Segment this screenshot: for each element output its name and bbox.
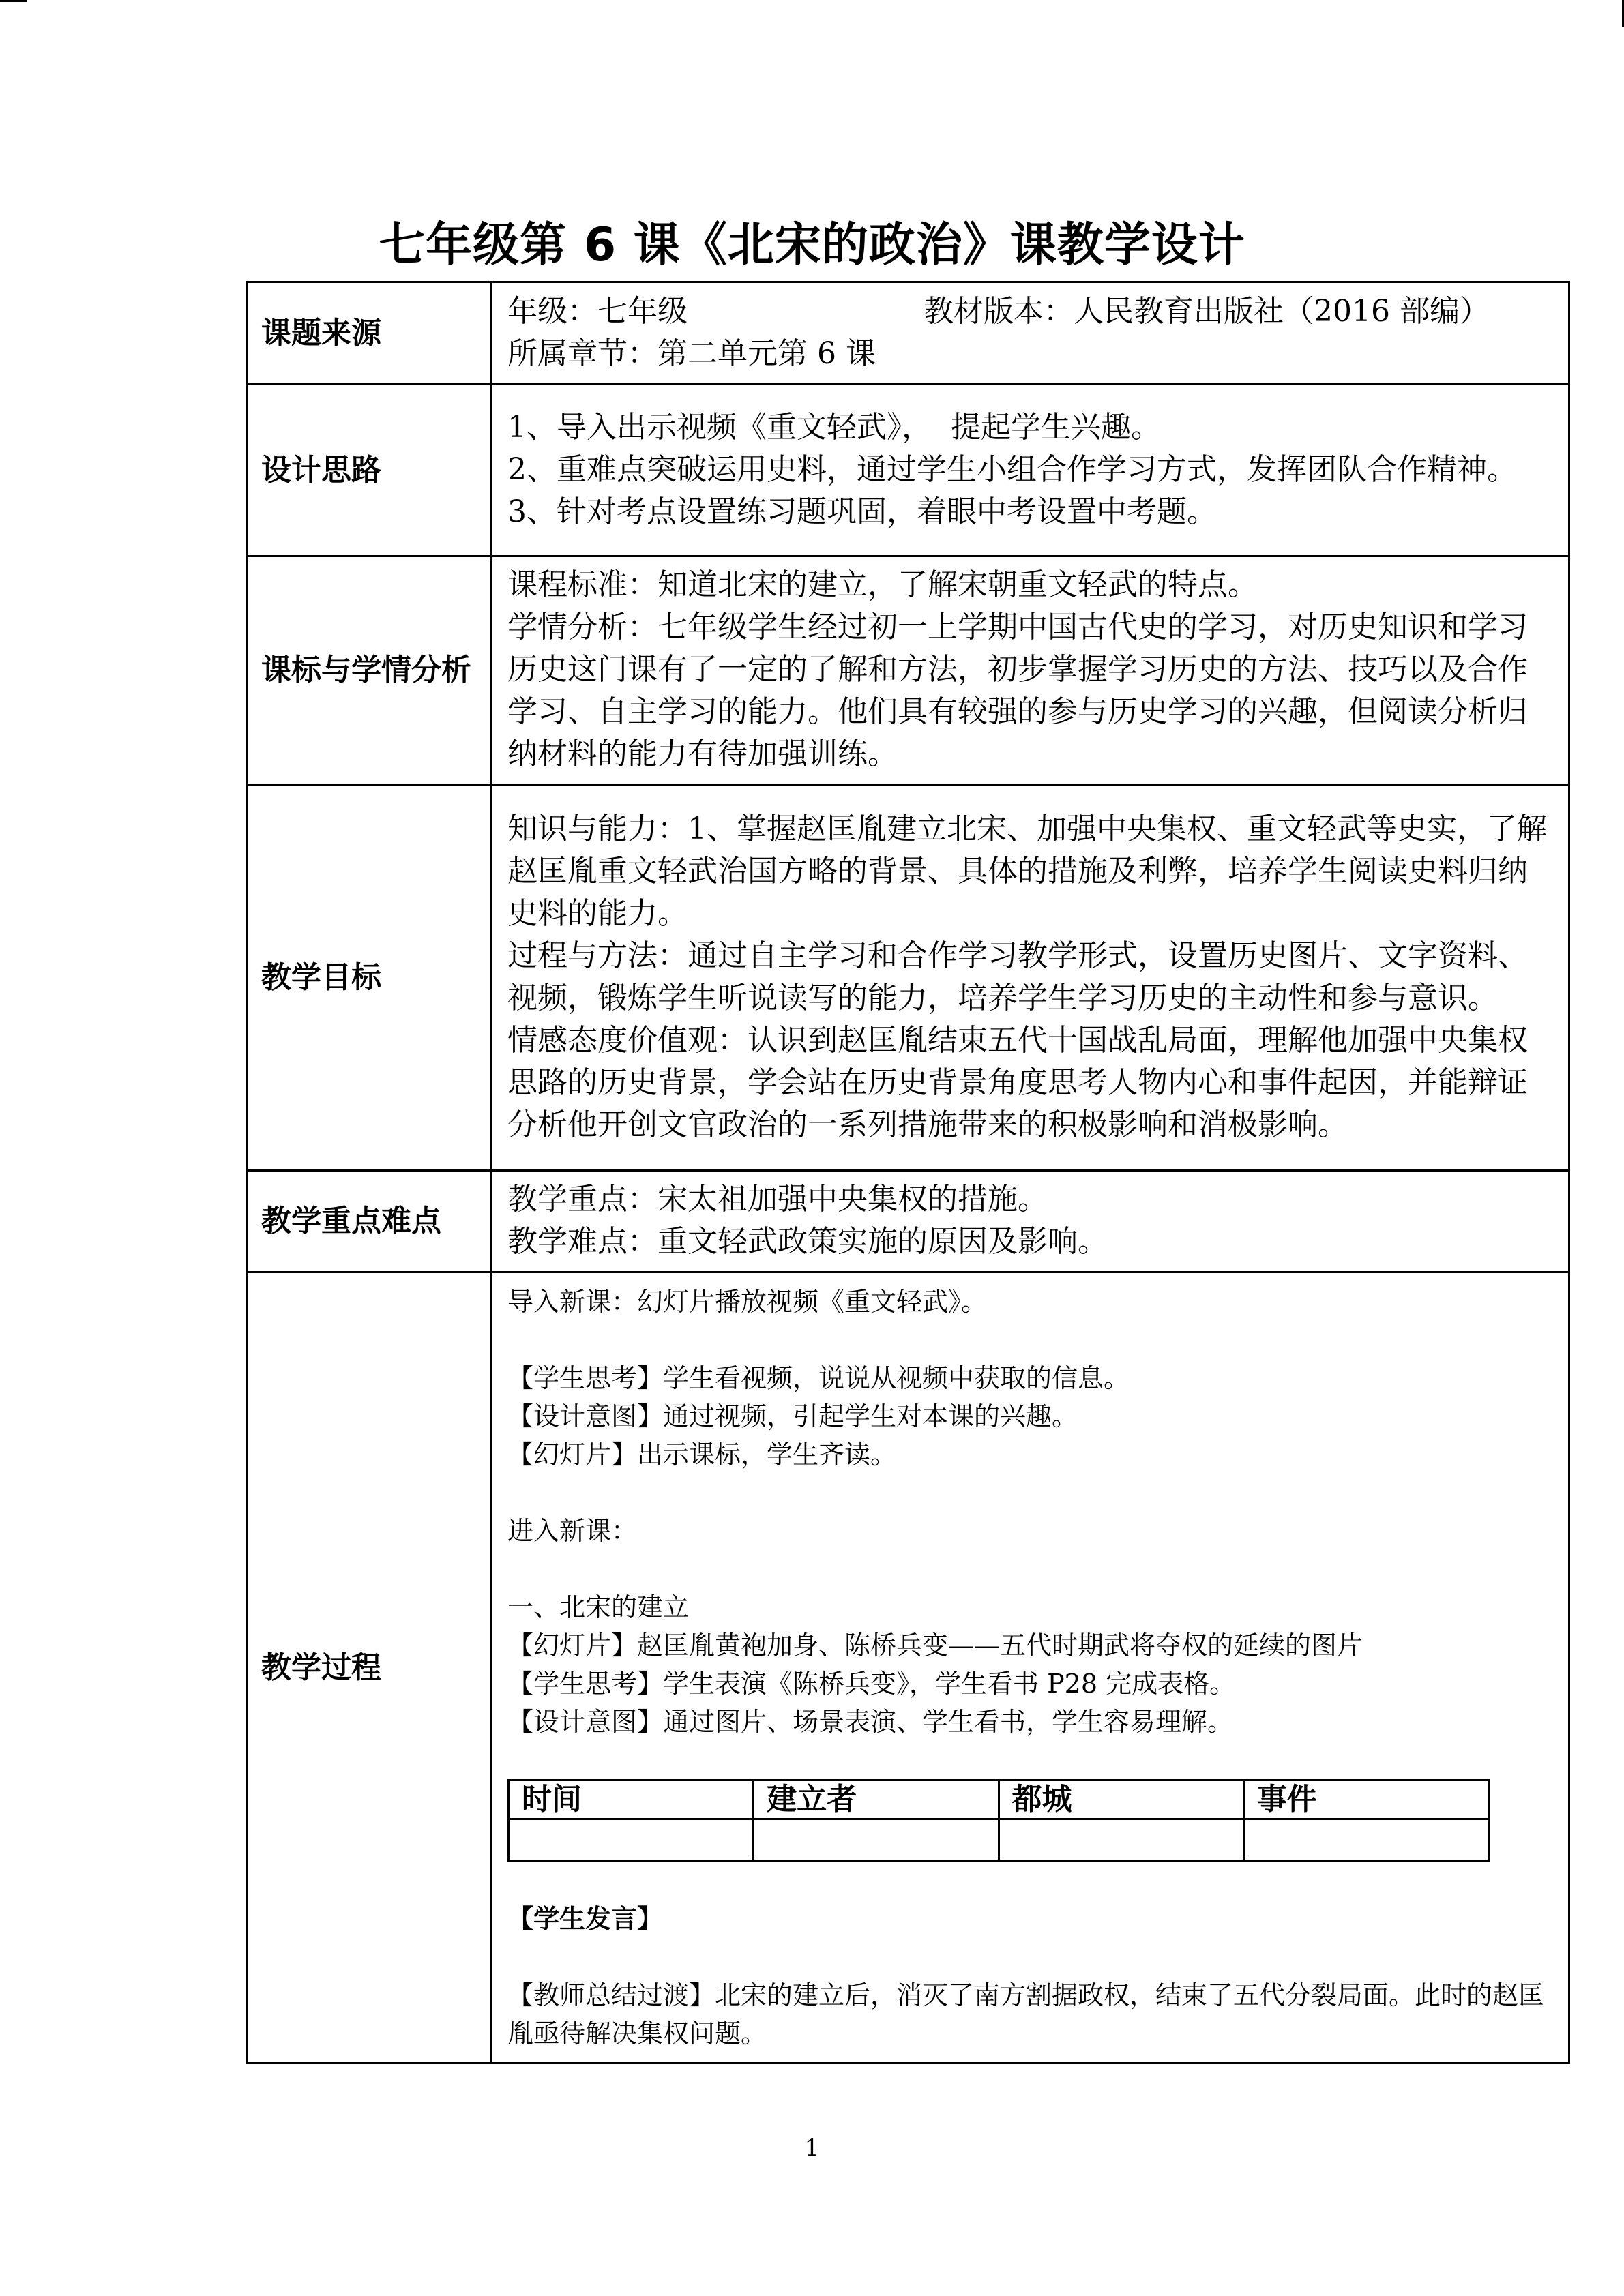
section-item: 【幻灯片】赵匡胤黄袍加身、陈桥兵变——五代时期武将夺权的延续的图片	[507, 1630, 1363, 1660]
design-line: 3、针对考点设置练习题巩固，着眼中考设置中考题。	[507, 494, 1217, 529]
founding-table-blank-row	[509, 1819, 1489, 1861]
header-time: 时间	[509, 1780, 754, 1819]
crop-mark-top-left	[0, 0, 27, 2]
process-intro: 导入新课：幻灯片播放视频《重文轻武》。	[507, 1287, 988, 1317]
row-source	[247, 282, 1569, 385]
page-number: 1	[804, 2134, 820, 2162]
row-header-design: 设计思路	[247, 385, 492, 556]
grade-text: 年级：七年级	[507, 293, 688, 329]
keypoint-line: 教学难点：重文轻武政策实施的原因及影响。	[507, 1224, 1108, 1259]
process-intro-item: 【设计意图】通过视频，引起学生对本课的兴趣。	[507, 1401, 1078, 1431]
row-body-design	[492, 385, 1569, 556]
blank-cell[interactable]	[754, 1819, 999, 1861]
row-body-keypoints	[492, 1171, 1569, 1272]
keypoint-line: 教学重点：宋太祖加强中央集权的措施。	[507, 1182, 1048, 1217]
section-item: 【学生思考】学生表演《陈桥兵变》，学生看书 P28 完成表格。	[507, 1669, 1236, 1699]
row-goals	[247, 785, 1569, 1171]
section-heading: 一、北宋的建立	[507, 1592, 690, 1622]
standard-line: 学情分析：七年级学生经过初一上学期中国古代史的学习，对历史知识和学习历史这门课有了一定的了解和方法，初步掌握学习历史的方法、技巧以及合作学习、自主学习的能力。他们具有较强的参与历史学习的兴趣，但阅读分析归纳材料的能力有待加强训练。	[507, 610, 1528, 771]
row-body-standard	[492, 556, 1569, 785]
standard-line: 课程标准：知道北宋的建立，了解宋朝重文轻武的特点。	[507, 567, 1258, 602]
row-header-standard: 课标与学情分析	[247, 556, 492, 785]
lesson-plan-table	[246, 281, 1570, 2064]
row-keypoints	[247, 1171, 1569, 1272]
design-line: 2、重难点突破运用史料，通过学生小组合作学习方式，发挥团队合作精神。	[507, 451, 1517, 487]
row-body-source	[492, 282, 1569, 385]
blank-cell[interactable]	[999, 1819, 1243, 1861]
row-header-process: 教学过程	[247, 1272, 492, 2063]
founding-table	[507, 1779, 1490, 1862]
blank-cell[interactable]	[1243, 1819, 1488, 1861]
process-intro-item: 【幻灯片】出示课标，学生齐读。	[507, 1440, 897, 1470]
teacher-summary: 【教师总结过渡】北宋的建立后，消灭了南方割据政权，结束了五代分裂局面。此时的赵匡胤亟待解决集权问题。	[507, 1980, 1545, 2048]
document-title: 七年级第 6 课《北宋的政治》课教学设计	[379, 218, 1245, 272]
source-line-1	[507, 290, 1554, 333]
row-header-goals: 教学目标	[247, 785, 492, 1171]
goals-line: 知识与能力：1、掌握赵匡胤建立北宋、加强中央集权、重文轻武等史实，了解赵匡胤重文轻武治国方略的背景、具体的措施及利弊，培养学生阅读史料归纳史料的能力。	[507, 811, 1547, 931]
blank-cell[interactable]	[509, 1819, 754, 1861]
goals-line: 过程与方法：通过自主学习和合作学习教学形式，设置历史图片、文字资料、视频，锻炼学生听说读写的能力，培养学生学习历史的主动性和参与意识。	[507, 938, 1528, 1015]
row-process	[247, 1272, 1569, 2063]
section-item: 【设计意图】通过图片、场景表演、学生看书，学生容易理解。	[507, 1707, 1234, 1737]
row-standard	[247, 556, 1569, 785]
process-enter: 进入新课：	[507, 1516, 638, 1546]
process-intro-item: 【学生思考】学生看视频，说说从视频中获取的信息。	[507, 1363, 1130, 1393]
textbook-text: 教材版本：人民教育出版社（2016 部编）	[924, 293, 1490, 329]
row-header-source: 课题来源	[247, 282, 492, 385]
row-header-keypoints: 教学重点难点	[247, 1171, 492, 1272]
header-capital: 都城	[999, 1780, 1243, 1819]
row-body-process	[492, 1272, 1569, 2063]
goals-line: 情感态度价值观：认识到赵匡胤结束五代十国战乱局面，理解他加强中央集权思路的历史背景，学会站在历史背景角度思考人物内心和事件起因，并能辩证分析他开创文官政治的一系列措施带来的积极影响和消极影响。	[507, 1022, 1528, 1142]
student-speak: 【学生发言】	[507, 1904, 664, 1934]
chapter-text: 所属章节：第二单元第 6 课	[507, 336, 876, 371]
founding-table-header	[509, 1780, 1489, 1819]
row-body-goals	[492, 785, 1569, 1171]
row-design	[247, 385, 1569, 556]
design-line: 1、导入出示视频《重文轻武》， 提起学生兴趣。	[507, 409, 1161, 445]
header-founder: 建立者	[754, 1780, 999, 1819]
header-event: 事件	[1243, 1780, 1488, 1819]
